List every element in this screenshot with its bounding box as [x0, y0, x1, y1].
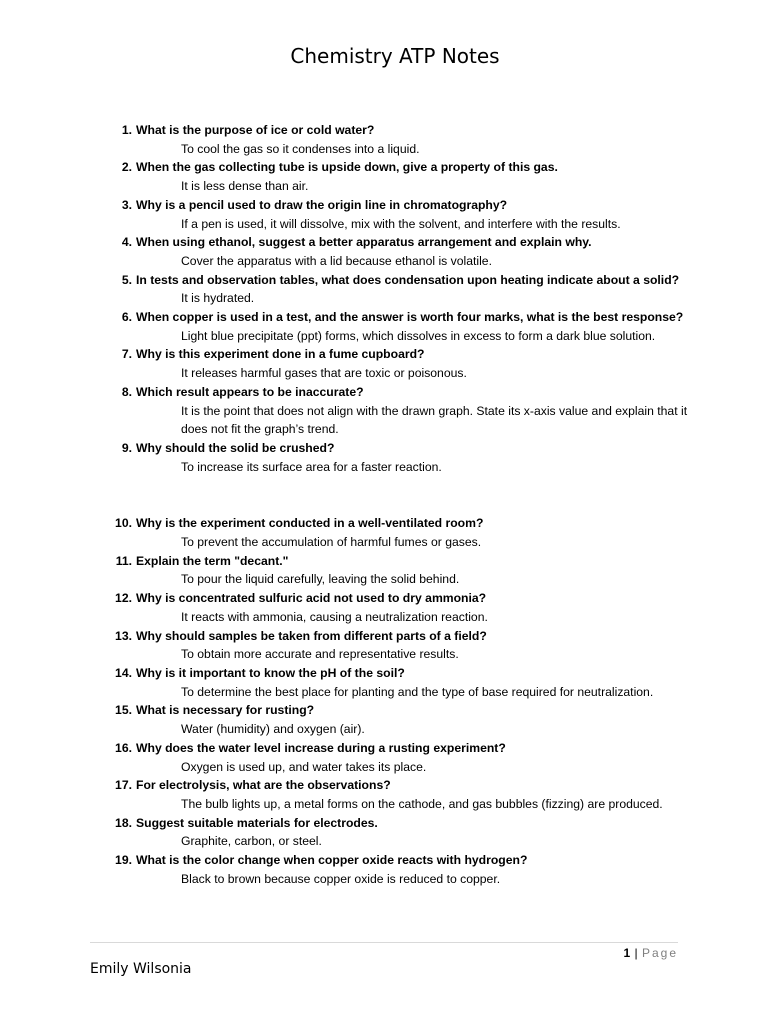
question-text: For electrolysis, what are the observations?	[136, 778, 391, 793]
list-item	[108, 345, 698, 382]
question-text: When the gas collecting tube is upside down, give a property of this gas.	[136, 160, 558, 175]
item-number: 9.	[121, 440, 132, 455]
list-item	[108, 196, 698, 233]
question-text: Why does the water level increase during a rusting experiment?	[136, 740, 506, 755]
list-item	[108, 552, 698, 589]
list-item	[108, 701, 698, 738]
item-number: 19.	[115, 853, 132, 868]
answer-text: Water (humidity) and oxygen (air).	[181, 722, 365, 737]
question-text: Why is this experiment done in a fume cupboard?	[136, 347, 425, 362]
answer-text: To prevent the accumulation of harmful fumes or gases.	[181, 535, 482, 550]
item-number: 12.	[115, 591, 132, 606]
item-number: 16.	[115, 740, 132, 755]
question-text: What is the color change when copper oxide reacts with hydrogen?	[136, 853, 528, 868]
page-number: 1	[623, 946, 631, 960]
question-text: Suggest suitable materials for electrodes.	[136, 815, 378, 830]
list-item	[108, 514, 698, 551]
answer-text: It releases harmful gases that are toxic or poisonous.	[181, 366, 467, 381]
question-text: When copper is used in a test, and the answer is worth four marks, what is the best response?	[136, 310, 684, 325]
item-number: 10.	[115, 516, 132, 531]
list-item	[108, 121, 698, 158]
question-text: Why should samples be taken from different parts of a field?	[136, 628, 487, 643]
question-text: Why should the solid be crushed?	[136, 440, 335, 455]
page-indicator	[623, 946, 678, 960]
list-item	[108, 271, 698, 308]
footer-divider	[90, 942, 678, 943]
list-item	[108, 589, 698, 626]
question-text: Explain the term "decant."	[136, 553, 289, 568]
list-item	[108, 233, 698, 270]
question-text: Why is it important to know the pH of the soil?	[136, 665, 405, 680]
question-text: In tests and observation tables, what does condensation upon heating indicate about a solid?	[136, 272, 680, 287]
list-item	[108, 776, 698, 813]
item-number: 13.	[115, 628, 132, 643]
question-text: Which result appears to be inaccurate?	[136, 384, 364, 399]
list-item	[108, 814, 698, 851]
item-number: 2.	[121, 160, 132, 175]
answer-text: Graphite, carbon, or steel.	[181, 834, 322, 849]
answer-text: Black to brown because copper oxide is reduced to copper.	[181, 871, 501, 886]
list-item	[108, 627, 698, 664]
author-name: Emily Wilsonia	[90, 961, 192, 977]
answer-text: To determine the best place for planting and the type of base required for neutralization.	[181, 684, 654, 699]
answer-text: It is hydrated.	[181, 291, 255, 306]
page-title: Chemistry ATP Notes	[290, 44, 500, 68]
item-number: 14.	[115, 665, 132, 680]
question-text: Why is a pencil used to draw the origin line in chromatography?	[136, 197, 508, 212]
list-item	[108, 739, 698, 776]
list-item	[108, 439, 698, 476]
item-number: 17.	[115, 778, 132, 793]
item-number: 11.	[115, 553, 132, 568]
answer-text: To pour the liquid carefully, leaving the solid behind.	[181, 572, 460, 587]
answer-text: If a pen is used, it will dissolve, mix with the solvent, and interfere with the results.	[181, 216, 621, 231]
answer-text: To cool the gas so it condenses into a liquid.	[181, 141, 420, 156]
answer-text: To increase its surface area for a faster reaction.	[181, 459, 442, 474]
list-item	[108, 851, 698, 888]
item-number: 8.	[121, 384, 132, 399]
list-item	[108, 308, 698, 345]
question-text: Why is concentrated sulfuric acid not used to dry ammonia?	[136, 591, 487, 606]
item-number: 6.	[121, 310, 132, 325]
question-text: What is the purpose of ice or cold water?	[136, 123, 375, 137]
page-separator: |	[634, 946, 639, 960]
list-item	[108, 383, 698, 439]
item-number: 18.	[115, 815, 132, 830]
item-number: 1.	[121, 123, 132, 137]
answer-text: It reacts with ammonia, causing a neutralization reaction.	[181, 609, 488, 624]
item-number: 7.	[121, 347, 132, 362]
question-text: When using ethanol, suggest a better apparatus arrangement and explain why.	[136, 235, 592, 250]
question-text: Why is the experiment conducted in a well-ventilated room?	[136, 516, 484, 531]
answer-text: It is the point that does not align with the drawn graph. State its x-axis value and explain that it does not fit the graph’s trend.	[181, 403, 688, 437]
answer-text: It is less dense than air.	[181, 179, 309, 194]
list-item	[108, 664, 698, 701]
list-item	[108, 158, 698, 195]
answer-text: Light blue precipitate (ppt) forms, which dissolves in excess to form a dark blue solution.	[181, 328, 656, 343]
question-text: What is necessary for rusting?	[136, 703, 315, 718]
item-number: 15.	[115, 703, 132, 718]
item-number: 3.	[121, 197, 132, 212]
answer-text: Cover the apparatus with a lid because ethanol is volatile.	[181, 253, 492, 268]
page-label: Page	[641, 946, 678, 960]
item-number: 4.	[121, 235, 132, 250]
item-number: 5.	[121, 272, 132, 287]
qa-list	[108, 121, 698, 888]
answer-text: To obtain more accurate and representative results.	[181, 647, 459, 662]
answer-text: The bulb lights up, a metal forms on the cathode, and gas bubbles (fizzing) are produced.	[181, 796, 663, 811]
answer-text: Oxygen is used up, and water takes its place.	[181, 759, 427, 774]
